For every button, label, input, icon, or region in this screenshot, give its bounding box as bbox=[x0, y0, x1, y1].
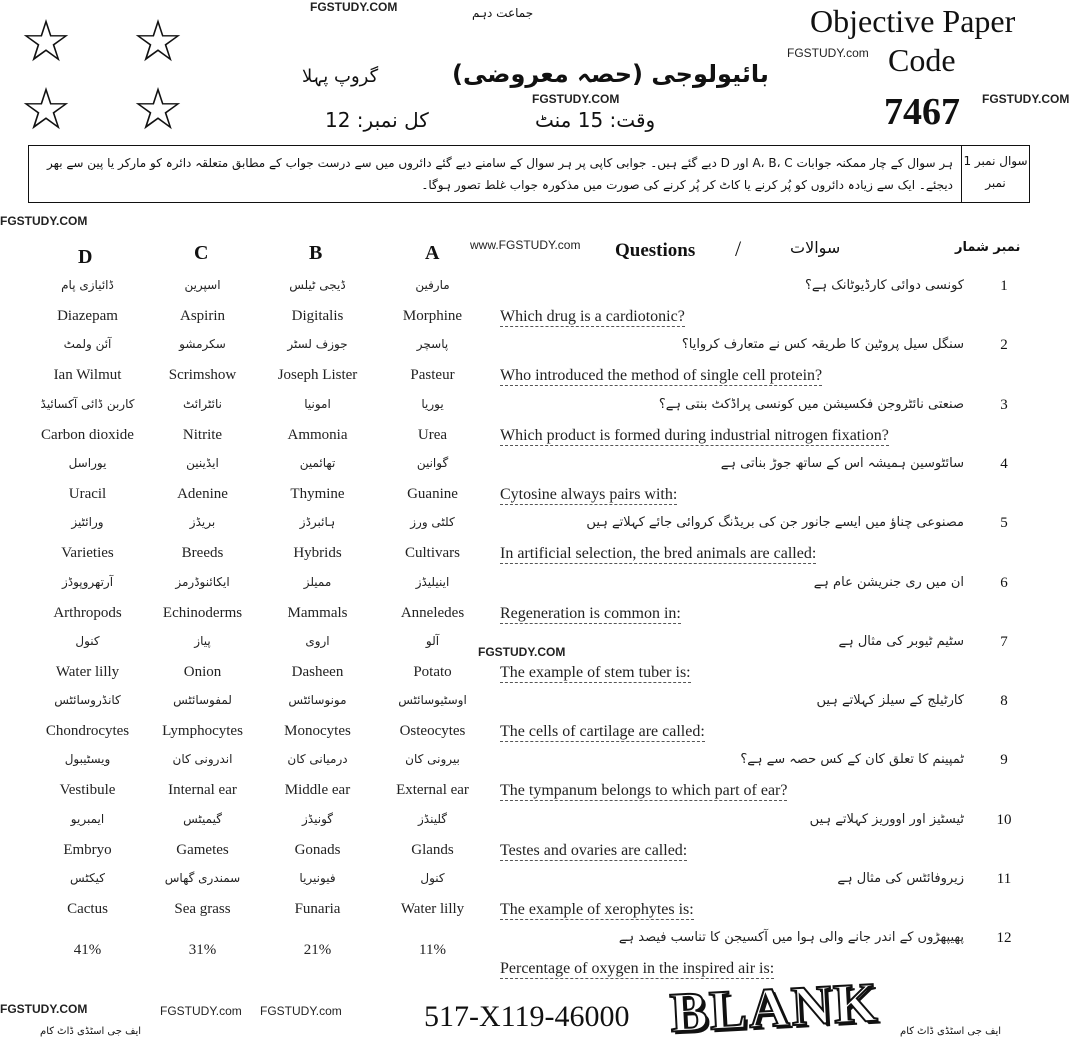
option-b-urdu: ممیلز bbox=[303, 574, 332, 589]
question-number: 6 bbox=[1000, 574, 1008, 591]
question-text-urdu: پھیپھڑوں کے اندر جانے والی ہوا میں آکسیجن کا تناسب فیصد ہے bbox=[618, 930, 964, 946]
question-text: In artificial selection, the bred animals are called: bbox=[500, 545, 817, 563]
watermark: FGSTUDY.COM bbox=[532, 92, 620, 106]
watermark: FGSTUDY.com bbox=[787, 46, 869, 60]
serial-header: نمبر شمار bbox=[955, 240, 1021, 255]
option-c: Lymphocytes bbox=[162, 723, 243, 740]
option-a: Water lilly bbox=[400, 901, 465, 917]
option-d-urdu: ایمبریو bbox=[70, 811, 105, 826]
option-b: 21% bbox=[303, 942, 332, 959]
question-number: 8 bbox=[1000, 693, 1008, 710]
option-d: Water lilly bbox=[55, 663, 120, 680]
option-d-urdu: یوراسل bbox=[68, 455, 107, 470]
subject-title: بائیولوجی (حصہ معروضی) bbox=[452, 60, 769, 88]
option-a: Cultivars bbox=[405, 545, 460, 562]
watermark: FGSTUDY.COM bbox=[478, 645, 566, 659]
watermark: FGSTUDY.com bbox=[160, 1004, 242, 1018]
option-a-urdu: بیرونی کان bbox=[405, 752, 460, 767]
option-b-urdu: تھائمین bbox=[299, 455, 336, 470]
question-text: Which drug is a cardiotonic? bbox=[500, 308, 685, 325]
star-icon: ☆ bbox=[20, 75, 72, 143]
option-c: Gametes bbox=[176, 841, 229, 858]
option-d-urdu: کیکٹس bbox=[70, 871, 105, 885]
option-c-urdu: لمفوسائٹس bbox=[173, 693, 232, 708]
option-b-urdu: مونوسائٹس bbox=[288, 693, 347, 708]
option-a-urdu: اینیلیڈز bbox=[415, 574, 450, 589]
question-text: Cytosine always pairs with: bbox=[500, 485, 678, 503]
question-number: 2 bbox=[1000, 337, 1008, 354]
question-text: Which product is formed during industrial nitrogen fixation? bbox=[500, 426, 889, 444]
question-text-urdu: ٹیسٹیز اور اووریز کہلاتے ہیں bbox=[809, 811, 964, 827]
question-text-urdu: ٹمپینم کا تعلق کان کے کس حصہ سے ہے؟ bbox=[740, 752, 964, 768]
option-a: Pasteur bbox=[410, 367, 455, 384]
question-number: 11 bbox=[996, 871, 1012, 887]
option-c-urdu: ایڈینین bbox=[186, 455, 219, 470]
option-a: Urea bbox=[417, 426, 448, 443]
option-b-urdu: جوزف لسٹر bbox=[287, 337, 348, 352]
paper-title: Objective Paper bbox=[810, 3, 1016, 39]
blank-stamp: BLANK bbox=[668, 971, 881, 1044]
question-text-urdu: سائٹوسین ہمیشہ اس کے ساتھ جوڑ بناتی ہے bbox=[720, 455, 964, 471]
question-text: Testes and ovaries are called: bbox=[500, 841, 688, 859]
option-a-urdu: یوریا bbox=[421, 396, 444, 411]
option-d: Cactus bbox=[67, 901, 108, 917]
option-d: Varieties bbox=[61, 545, 114, 562]
option-b-urdu: گونیڈز bbox=[302, 811, 333, 826]
option-d: 41% bbox=[73, 942, 102, 959]
option-c-urdu: ایکائنوڈرمز bbox=[175, 574, 230, 589]
question-number: 3 bbox=[1000, 396, 1008, 413]
question-number: 1 bbox=[1000, 278, 1008, 294]
option-d: Chondrocytes bbox=[45, 723, 130, 740]
star-icon: ☆ bbox=[20, 7, 72, 75]
question-text-urdu: ان میں ری جنریشن عام ہے bbox=[813, 574, 964, 590]
question-number: 5 bbox=[1000, 515, 1008, 532]
option-a: Morphine bbox=[402, 308, 463, 324]
instructions-box bbox=[28, 145, 1030, 203]
option-a-urdu: گلینڈز bbox=[417, 811, 448, 826]
question-text: The tympanum belongs to which part of ear? bbox=[500, 782, 788, 800]
question-number: 12 bbox=[996, 930, 1012, 947]
option-a: External ear bbox=[396, 782, 469, 799]
option-c: Onion bbox=[183, 663, 222, 680]
footer-watermark: ایف جی اسٹڈی ڈاٹ کام bbox=[40, 1026, 142, 1037]
option-b-urdu: درمیانی کان bbox=[287, 752, 348, 767]
question-text-urdu: زیروفائٹس کی مثال ہے bbox=[837, 871, 964, 886]
option-c-urdu: نائٹرائٹ bbox=[182, 396, 223, 411]
question-text-urdu: کارٹیلج کے سیلز کہلاتے ہیں bbox=[816, 693, 964, 709]
option-c: Sea grass bbox=[174, 901, 231, 917]
option-d: Embryo bbox=[63, 841, 112, 858]
option-a-urdu: آلو bbox=[425, 633, 440, 648]
option-d-urdu: کاربن ڈائی آکسائیڈ bbox=[40, 396, 135, 411]
option-d-urdu: کنول bbox=[75, 633, 100, 648]
option-d: Arthropods bbox=[53, 604, 122, 621]
watermark: FGSTUDY.com bbox=[260, 1004, 342, 1018]
option-b: Mammals bbox=[287, 604, 348, 621]
option-c-urdu: پیاز bbox=[194, 633, 211, 648]
question-number: 10 bbox=[996, 811, 1012, 828]
option-c-urdu: اسپرین bbox=[184, 278, 221, 292]
paper-code: 7467 bbox=[884, 91, 960, 133]
option-b: Ammonia bbox=[287, 426, 348, 443]
column-header-d: D bbox=[78, 246, 93, 268]
option-a-urdu: اوسٹیوسائٹس bbox=[398, 693, 467, 708]
option-a-urdu: کنول bbox=[420, 871, 445, 885]
header-separator: / bbox=[735, 236, 742, 261]
option-c-urdu: گیمیٹس bbox=[183, 811, 222, 826]
question-text-urdu: سنگل سیل پروٹین کا طریقہ کس نے متعارف کروایا؟ bbox=[681, 337, 964, 353]
option-d-urdu: آرتھروپوڈز bbox=[61, 574, 114, 589]
option-b: Gonads bbox=[294, 841, 341, 858]
option-c-urdu: سمندری گھاس bbox=[164, 871, 241, 885]
option-b-urdu: ہائبرڈز bbox=[299, 515, 336, 530]
question-number: 9 bbox=[1000, 752, 1008, 769]
option-a-urdu: پاسچر bbox=[416, 337, 449, 352]
option-a: Glands bbox=[411, 841, 454, 858]
question-text-urdu: صنعتی نائٹروجن فکسیشن میں کونسی پراڈکٹ بنتی ہے؟ bbox=[658, 396, 964, 412]
option-b: Joseph Lister bbox=[277, 367, 358, 384]
time-allowed: وقت: 15 منٹ bbox=[535, 108, 656, 132]
question-text-urdu: سٹیم ٹیوبر کی مثال ہے bbox=[838, 633, 964, 649]
option-c: Scrimshow bbox=[168, 367, 237, 384]
question-text: Percentage of oxygen in the inspired air is: bbox=[500, 960, 775, 978]
option-b: Funaria bbox=[294, 901, 341, 917]
question-text: The example of stem tuber is: bbox=[500, 663, 691, 681]
column-header-a: A bbox=[425, 242, 440, 264]
watermark: FGSTUDY.COM bbox=[0, 1002, 88, 1016]
option-d: Vestibule bbox=[59, 782, 116, 799]
option-c: 31% bbox=[188, 942, 217, 959]
class-label: جماعت دہم bbox=[472, 6, 534, 20]
option-a-urdu: گوانین bbox=[416, 455, 449, 470]
option-a: Potato bbox=[413, 663, 452, 680]
option-d-urdu: ورائٹیز bbox=[71, 515, 104, 530]
option-b-urdu: ڈیجی ٹیلس bbox=[289, 278, 346, 292]
option-a: Guanine bbox=[407, 485, 458, 502]
option-c: Aspirin bbox=[180, 308, 225, 324]
questions-header: Questions bbox=[615, 240, 696, 261]
option-d: Ian Wilmut bbox=[53, 367, 122, 384]
option-d: Diazepam bbox=[57, 308, 118, 324]
watermark: FGSTUDY.COM bbox=[310, 0, 398, 14]
option-c-urdu: اندرونی کان bbox=[172, 752, 233, 767]
option-b: Hybrids bbox=[293, 545, 342, 562]
option-c: Nitrite bbox=[182, 426, 223, 443]
instructions-label: سوال نمبر 1 نمبر bbox=[961, 146, 1029, 202]
question-number: 7 bbox=[1000, 633, 1008, 650]
option-a-urdu: کلٹی ورز bbox=[410, 515, 455, 530]
code-label: Code bbox=[888, 42, 956, 78]
option-d-urdu: ویسٹیبول bbox=[64, 752, 111, 767]
option-c: Internal ear bbox=[168, 782, 237, 799]
option-d: Carbon dioxide bbox=[41, 426, 134, 443]
option-b-urdu: فیونیریا bbox=[299, 871, 336, 885]
option-d-urdu: کانڈروسائٹس bbox=[54, 693, 121, 708]
watermark: FGSTUDY.COM bbox=[982, 92, 1069, 106]
question-text: Regeneration is common in: bbox=[500, 604, 681, 622]
watermark: FGSTUDY.COM bbox=[0, 214, 88, 228]
option-d: Uracil bbox=[68, 485, 107, 502]
option-a: Osteocytes bbox=[399, 723, 466, 740]
option-d-urdu: ڈائیازی پام bbox=[61, 278, 114, 292]
option-b: Digitalis bbox=[291, 308, 344, 324]
instructions-text: ہر سوال کے چار ممکنہ جوابات A، B، C اور D دیے گئے ہیں۔ جوابی کاپی پر ہر سوال کے سامنے دیے گئے دائروں میں سے درست جواب کے مطابق متعلقہ دائرہ کو مارکر یا پین سے بھر دیجئے۔ ایک سے زیادہ دائروں کو پُر کرنے یا کاٹ کر پُر کرنے کی صورت میں مذکورہ جواب غلط تصور ہوگا۔ bbox=[47, 156, 953, 192]
column-header-b: B bbox=[309, 242, 323, 264]
option-c-urdu: بریڈز bbox=[189, 515, 216, 530]
footer-watermark: ایف جی اسٹڈی ڈاٹ کام bbox=[900, 1026, 1002, 1037]
option-c: Echinoderms bbox=[162, 604, 243, 621]
option-c-urdu: سکرمشو bbox=[179, 337, 226, 352]
option-b: Dasheen bbox=[291, 663, 344, 680]
question-text: The example of xerophytes is: bbox=[500, 901, 694, 918]
option-c: Adenine bbox=[177, 485, 228, 502]
question-number: 4 bbox=[1000, 455, 1008, 472]
option-b: Thymine bbox=[290, 485, 345, 502]
total-marks: کل نمبر: 12 bbox=[325, 108, 429, 132]
column-header-c: C bbox=[194, 242, 209, 264]
option-a: 11% bbox=[419, 942, 446, 959]
watermark: www.FGSTUDY.com bbox=[470, 238, 581, 252]
questions-header-urdu: سوالات bbox=[790, 238, 841, 257]
option-a-urdu: مارفین bbox=[415, 278, 450, 292]
option-b-urdu: اروی bbox=[305, 633, 330, 648]
footer-code: 517-X119-46000 bbox=[424, 1000, 630, 1033]
question-text: The cells of cartilage are called: bbox=[500, 723, 705, 741]
option-a: Anneledes bbox=[400, 604, 465, 621]
option-b: Monocytes bbox=[284, 723, 351, 740]
star-icon: ☆ bbox=[132, 75, 184, 143]
option-d-urdu: آئن ولمٹ bbox=[63, 337, 112, 352]
star-icon: ☆ bbox=[132, 7, 184, 75]
option-b-urdu: امونیا bbox=[304, 396, 331, 411]
question-text: Who introduced the method of single cell protein? bbox=[500, 367, 823, 385]
group-label: گروپ پہلا bbox=[302, 66, 379, 87]
question-text-urdu: مصنوعی چناؤ میں ایسے جانور جن کی بریڈنگ کروائی جائے کہلاتے ہیں bbox=[586, 515, 964, 531]
option-c: Breeds bbox=[181, 545, 224, 562]
option-b: Middle ear bbox=[284, 782, 351, 799]
question-text-urdu: کونسی دوائی کارڈیوٹانک ہے؟ bbox=[804, 278, 964, 293]
